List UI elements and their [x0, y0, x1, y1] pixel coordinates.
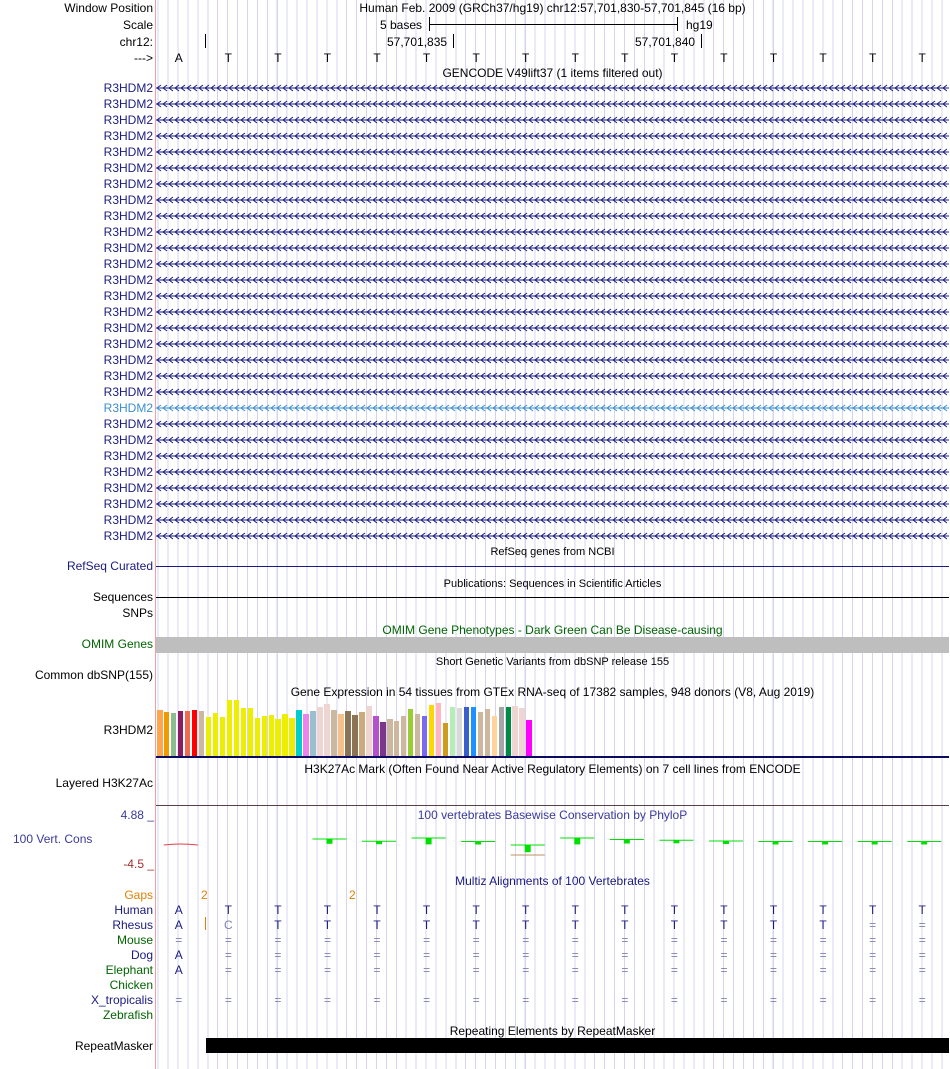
gene-label[interactable]: R3HDM2 [103, 353, 153, 367]
gene-label[interactable]: R3HDM2 [103, 337, 153, 351]
alignment-base: = [175, 933, 183, 947]
gtex-tissue-bar[interactable] [234, 700, 240, 756]
alignment-base: A [174, 918, 183, 932]
alignment-base: T [670, 918, 679, 932]
gene-label[interactable]: R3HDM2 [103, 225, 153, 239]
alignment-base: T [422, 918, 431, 932]
snps-label[interactable]: SNPs [122, 606, 153, 620]
gene-model[interactable] [156, 132, 949, 141]
alignment-base: = [274, 963, 282, 977]
alignment-base: = [571, 933, 579, 947]
alignment-base: T [323, 918, 332, 932]
gene-label[interactable]: R3HDM2 [103, 481, 153, 495]
gtex-tissue-bar[interactable] [185, 711, 191, 756]
gene-label[interactable]: R3HDM2 [103, 433, 153, 447]
gtex-tissue-bar[interactable] [164, 712, 170, 756]
gene-label[interactable]: R3HDM2 [103, 497, 153, 511]
gene-label[interactable]: R3HDM2 [103, 513, 153, 527]
gtex-tissue-bar[interactable] [387, 719, 393, 756]
ruler-pos-2: 57,701,840 [635, 35, 696, 49]
gtex-chart[interactable] [156, 690, 949, 756]
gtex-tissue-bar[interactable] [499, 707, 505, 756]
gencode-title: GENCODE V49lift37 (1 items filtered out) [442, 66, 663, 80]
base-letter: T [918, 51, 926, 65]
gtex-tissue-bar[interactable] [262, 716, 268, 756]
alignment-base: = [670, 948, 678, 962]
gtex-tissue-bar[interactable] [422, 716, 428, 756]
h3k27ac-label[interactable]: Layered H3K27Ac [55, 776, 153, 790]
alignment-base: T [472, 903, 480, 917]
gene-model[interactable] [156, 292, 949, 301]
gap-count: 2 [201, 888, 208, 902]
gtex-tissue-bar[interactable] [380, 722, 386, 756]
gtex-tissue-bar[interactable] [492, 716, 498, 756]
alignment-base: = [720, 933, 728, 947]
alignment-base: = [670, 933, 678, 947]
phylop-bar [773, 842, 779, 845]
gtex-tissue-bar[interactable] [317, 707, 323, 756]
base-letter: T [323, 51, 332, 65]
alignment-base: = [869, 963, 877, 977]
gtex-tissue-bar[interactable] [471, 707, 477, 756]
gtex-tissue-bar[interactable] [171, 713, 177, 756]
alignment-base: A [174, 903, 183, 917]
gtex-tissue-bar[interactable] [519, 708, 525, 756]
alignment-base: = [670, 963, 678, 977]
rhesus-insertion-mark [205, 917, 206, 930]
phylop-bar [921, 842, 927, 845]
alignment-base: = [869, 918, 877, 932]
gene-model[interactable] [156, 212, 949, 221]
omim-bar[interactable] [156, 637, 949, 653]
alignment-base: = [770, 933, 778, 947]
base-letter: T [274, 51, 282, 65]
phylop-bar [326, 839, 332, 844]
base-letter: T [868, 51, 877, 65]
gene-label[interactable]: R3HDM2 [103, 113, 153, 127]
gtex-tissue-bar[interactable] [227, 700, 233, 756]
alignment-base: = [522, 933, 530, 947]
alignment-base: = [373, 933, 381, 947]
alignment-base: = [670, 993, 678, 1007]
species-label[interactable]: X_tropicalis [90, 993, 153, 1007]
gtex-tissue-bar[interactable] [415, 714, 421, 756]
alignment-base: = [274, 948, 282, 962]
gene-model[interactable] [156, 340, 949, 349]
alignment-base: = [918, 933, 926, 947]
gene-model[interactable] [156, 84, 949, 93]
phylop-bar [426, 838, 432, 844]
alignment-base: = [869, 948, 877, 962]
gene-model[interactable] [156, 404, 949, 413]
alignment-base: A [174, 948, 183, 962]
gene-label[interactable]: R3HDM2 [103, 193, 153, 207]
alignment-base: = [224, 993, 232, 1007]
alignment-base: T [621, 918, 629, 932]
alignment-base: = [472, 993, 480, 1007]
phylop-bar [673, 840, 679, 843]
gtex-tissue-bar[interactable] [506, 707, 512, 756]
gene-model[interactable] [156, 180, 949, 189]
gtex-tissue-bar[interactable] [248, 708, 254, 756]
alignment-base: = [571, 963, 579, 977]
scale-text: 5 bases [380, 18, 423, 32]
gene-model[interactable] [156, 164, 949, 173]
alignment-base: = [720, 948, 728, 962]
alignment-base: T [571, 918, 579, 932]
alignment-base: = [770, 963, 778, 977]
alignment-base: = [819, 933, 827, 947]
alignment-base: T [373, 903, 381, 917]
gene-model[interactable] [156, 244, 949, 253]
alignment-base: = [621, 963, 629, 977]
alignment-base: = [423, 963, 431, 977]
assembly-label: hg19 [686, 18, 713, 32]
gene-label[interactable]: R3HDM2 [103, 289, 153, 303]
base-letter: T [522, 51, 530, 65]
alignment-base: = [373, 948, 381, 962]
alignment-base: = [819, 993, 827, 1007]
dbsnp-title: Short Genetic Variants from dbSNP release 155 [435, 656, 670, 668]
gtex-tissue-bar[interactable] [269, 715, 275, 756]
gene-model[interactable] [156, 324, 949, 333]
multiz-title: Multiz Alignments of 100 Vertebrates [455, 874, 650, 888]
phylop-title: 100 vertebrates Basewise Conservation by PhyloP [417, 808, 688, 822]
phylop-min: -4.5 _ [123, 857, 154, 871]
phylop-bar [525, 845, 531, 852]
alignment-base: T [819, 918, 827, 932]
window-position-label: Window Position [64, 1, 153, 15]
alignment-base: = [274, 933, 282, 947]
gene-model[interactable] [156, 260, 949, 269]
gene-label[interactable]: R3HDM2 [103, 241, 153, 255]
gtex-tissue-bar[interactable] [296, 710, 302, 756]
alignment-base: = [323, 963, 331, 977]
gene-model[interactable] [156, 100, 949, 109]
gene-model[interactable] [156, 532, 949, 541]
gene-model[interactable] [156, 500, 949, 509]
gtex-label[interactable]: R3HDM2 [103, 723, 153, 737]
gtex-tissue-bar[interactable] [157, 710, 163, 756]
gene-model[interactable] [156, 388, 949, 397]
alignment-base: = [819, 963, 827, 977]
gene-model[interactable] [156, 116, 949, 125]
gtex-title: Gene Expression in 54 tissues from GTEx RNA-seq of 17382 samples, 948 donors (V8, Aug 2019) [290, 685, 815, 699]
gtex-baseline [156, 756, 949, 758]
base-letter: T [472, 51, 480, 65]
phylop-bar [723, 841, 729, 844]
alignment-base: T [918, 903, 926, 917]
alignment-base: = [522, 993, 530, 1007]
gtex-tissue-bar[interactable] [213, 713, 219, 756]
alignment-base: T [472, 918, 480, 932]
position-title: Human Feb. 2009 (GRCh37/hg19) chr12:57,701,830-57,701,845 (16 bp) [359, 1, 746, 15]
alignment-base: = [571, 993, 579, 1007]
gtex-tissue-bar[interactable] [352, 715, 358, 756]
gtex-tissue-bar[interactable] [457, 708, 463, 756]
alignment-base: T [323, 903, 332, 917]
gene-label[interactable]: R3HDM2 [103, 161, 153, 175]
publications-label[interactable]: Sequences [92, 590, 153, 604]
refseq-line[interactable] [156, 566, 949, 567]
alignment-base: T [720, 918, 728, 932]
gtex-tissue-bar[interactable] [324, 704, 330, 756]
gtex-tissue-bar[interactable] [359, 712, 365, 756]
gtex-tissue-bar[interactable] [485, 709, 491, 756]
alignment-base: = [472, 963, 480, 977]
refseq-label[interactable]: RefSeq Curated [66, 559, 153, 573]
alignment-base: T [224, 903, 233, 917]
gtex-tissue-bar[interactable] [241, 708, 247, 756]
alignment-base: = [522, 948, 530, 962]
alignment-base: = [918, 963, 926, 977]
alignment-base: = [224, 963, 232, 977]
gene-model[interactable] [156, 420, 949, 429]
alignment-base: T [670, 903, 679, 917]
ruler-tick [701, 34, 702, 48]
alignment-base: = [423, 993, 431, 1007]
phylop-max: 4.88 _ [120, 808, 154, 822]
alignment-base: = [720, 993, 728, 1007]
gene-model[interactable] [156, 356, 949, 365]
gtex-tissue-bar[interactable] [373, 716, 379, 756]
gtex-tissue-bar[interactable] [282, 714, 288, 756]
species-label[interactable]: Mouse [116, 933, 153, 947]
gtex-tissue-bar[interactable] [443, 723, 449, 756]
h3k27ac-line [156, 805, 949, 806]
ruler-pos-1: 57,701,835 [387, 35, 448, 49]
gene-model[interactable] [156, 196, 949, 205]
gene-model[interactable] [156, 516, 949, 525]
alignment-base: = [869, 933, 877, 947]
alignment-base: = [621, 933, 629, 947]
gene-label[interactable]: R3HDM2 [103, 177, 153, 191]
gtex-tissue-bar[interactable] [366, 706, 372, 756]
alignment-base: = [224, 948, 232, 962]
base-letter: T [373, 51, 381, 65]
alignment-base: = [472, 948, 480, 962]
alignment-base: = [274, 993, 282, 1007]
alignment-base: T [373, 918, 381, 932]
base-letter: T [720, 51, 728, 65]
gtex-tissue-bar[interactable] [464, 707, 470, 756]
gene-label[interactable]: R3HDM2 [103, 305, 153, 319]
alignment-base: = [373, 963, 381, 977]
alignment-base: = [323, 948, 331, 962]
h3k27ac-title: H3K27Ac Mark (Often Found Near Active Regulatory Elements) on 7 cell lines from ENCODE [304, 762, 801, 776]
gtex-tissue-bar[interactable] [512, 706, 518, 756]
refseq-title: RefSeq genes from NCBI [490, 546, 615, 558]
ruler-tick [453, 34, 454, 48]
alignment-base: = [423, 933, 431, 947]
gtex-tissue-bar[interactable] [394, 721, 400, 756]
alignment-base: T [274, 918, 282, 932]
gene-model[interactable] [156, 468, 949, 477]
gene-label[interactable]: R3HDM2 [103, 145, 153, 159]
gtex-tissue-bar[interactable] [401, 716, 407, 756]
gtex-tissue-bar[interactable] [178, 711, 184, 756]
gene-label[interactable]: R3HDM2 [103, 81, 153, 95]
gene-model[interactable] [156, 436, 949, 445]
alignment-base: = [621, 948, 629, 962]
gene-model[interactable] [156, 452, 949, 461]
gene-model[interactable] [156, 308, 949, 317]
gene-label[interactable]: R3HDM2 [103, 129, 153, 143]
scale-bar [429, 24, 677, 25]
phylop-bar [376, 841, 382, 844]
gtex-tissue-bar[interactable] [408, 709, 414, 756]
alignment-base: = [571, 948, 579, 962]
gene-label[interactable]: R3HDM2 [103, 465, 153, 479]
species-label[interactable]: Rhesus [112, 918, 153, 932]
repeatmasker-label[interactable]: RepeatMasker [74, 1039, 153, 1053]
alignment-base: = [720, 963, 728, 977]
species-label[interactable]: Chicken [109, 978, 153, 992]
gtex-tissue-bar[interactable] [310, 711, 316, 756]
alignment-base: T [720, 903, 728, 917]
alignment-base: = [869, 993, 877, 1007]
alignment-base: T [274, 903, 282, 917]
phylop-label[interactable]: 100 Vert. Cons [13, 832, 93, 846]
alignment-base: = [323, 993, 331, 1007]
repeatmasker-title: Repeating Elements by RepeatMasker [449, 1024, 656, 1038]
alignment-base: T [819, 903, 827, 917]
alignment-base: = [373, 993, 381, 1007]
gene-model[interactable] [156, 484, 949, 493]
gene-label[interactable]: R3HDM2 [103, 321, 153, 335]
omim-title: OMIM Gene Phenotypes - Dark Green Can Be Disease-causing [382, 623, 723, 637]
alignment-base: = [918, 918, 926, 932]
species-label[interactable]: Dog [130, 948, 153, 962]
base-letter: A [174, 51, 183, 65]
gtex-tissue-bar[interactable] [429, 705, 435, 756]
chrom-label: chr12: [119, 35, 153, 49]
alignment-base: = [770, 993, 778, 1007]
gtex-tissue-bar[interactable] [289, 718, 295, 756]
species-label[interactable]: Human [114, 903, 153, 917]
alignment-base: A [174, 963, 183, 977]
gene-label[interactable]: R3HDM2 [103, 449, 153, 463]
gene-model[interactable] [156, 228, 949, 237]
phylop-bar [872, 842, 878, 845]
base-letter: T [621, 51, 629, 65]
alignment-base: = [472, 933, 480, 947]
gaps-label[interactable]: Gaps [124, 888, 153, 902]
alignment-base: = [224, 933, 232, 947]
alignment-base: T [522, 903, 530, 917]
alignment-base: = [770, 948, 778, 962]
gene-label[interactable]: R3HDM2 [103, 209, 153, 223]
alignment-base: = [819, 948, 827, 962]
gtex-tissue-bar[interactable] [436, 703, 442, 756]
gtex-tissue-bar[interactable] [450, 707, 456, 756]
gtex-tissue-bar[interactable] [255, 718, 261, 756]
alignment-base: T [571, 903, 579, 917]
base-letter: T [670, 51, 679, 65]
publications-title: Publications: Sequences in Scientific Articles [443, 578, 662, 590]
base-letter: T [224, 51, 233, 65]
gene-model[interactable] [156, 372, 949, 381]
alignment-base: = [621, 993, 629, 1007]
alignment-base: = [423, 948, 431, 962]
scale-label: Scale [122, 18, 153, 32]
gtex-tissue-bar[interactable] [220, 717, 226, 756]
base-letter: T [422, 51, 431, 65]
gtex-tissue-bar[interactable] [199, 711, 205, 756]
phylop-bar [574, 838, 580, 844]
base-letter: T [571, 51, 579, 65]
phylop-bar [822, 842, 828, 845]
phylop-bar [624, 840, 630, 844]
omim-label[interactable]: OMIM Genes [81, 637, 153, 651]
gtex-tissue-bar[interactable] [478, 712, 484, 756]
alignment-base: = [918, 993, 926, 1007]
gene-model[interactable] [156, 276, 949, 285]
gene-label[interactable]: R3HDM2 [103, 273, 153, 287]
gene-label[interactable]: R3HDM2 [103, 529, 153, 543]
gene-label[interactable]: R3HDM2 [103, 97, 153, 111]
gene-label[interactable]: R3HDM2 [103, 257, 153, 271]
gene-label[interactable]: R3HDM2 [103, 385, 153, 399]
alignment-base: C [224, 918, 233, 932]
alignment-base: = [323, 933, 331, 947]
alignment-base: = [918, 948, 926, 962]
phylop-bar [164, 844, 198, 845]
alignment-base: T [769, 918, 778, 932]
alignment-base: = [522, 963, 530, 977]
alignment-base: T [621, 903, 629, 917]
alignment-base: T [769, 903, 778, 917]
strand-label: ---> [134, 51, 153, 65]
gene-model[interactable] [156, 148, 949, 157]
repeat-element-bar[interactable] [206, 1038, 949, 1053]
phylop-bar [475, 842, 481, 845]
scale-tick [429, 17, 430, 31]
gene-label[interactable]: R3HDM2 [103, 417, 153, 431]
gene-label[interactable]: R3HDM2 [103, 369, 153, 383]
base-letter: T [819, 51, 827, 65]
gtex-tissue-bar[interactable] [331, 710, 337, 756]
ruler-tick [205, 34, 206, 48]
gtex-tissue-bar[interactable] [345, 711, 351, 756]
gtex-tissue-bar[interactable] [275, 719, 281, 756]
scale-tick [677, 17, 678, 31]
dbsnp-label[interactable]: Common dbSNP(155) [34, 668, 153, 682]
alignment-base: T [422, 903, 431, 917]
gtex-tissue-bar[interactable] [206, 717, 212, 756]
alignment-base: T [522, 918, 530, 932]
gene-label[interactable]: R3HDM2 [103, 401, 153, 415]
gtex-tissue-bar[interactable] [303, 714, 309, 756]
publications-line[interactable] [156, 597, 949, 598]
gtex-tissue-bar[interactable] [526, 720, 532, 756]
phylop-plot[interactable] [156, 820, 949, 865]
gap-count: 2 [349, 888, 356, 902]
base-letter: T [769, 51, 778, 65]
alignment-base: = [175, 993, 183, 1007]
species-label[interactable]: Elephant [105, 963, 153, 977]
gtex-tissue-bar[interactable] [338, 714, 344, 756]
species-label[interactable]: Zebrafish [102, 1008, 153, 1022]
alignment-base: T [868, 903, 877, 917]
gtex-tissue-bar[interactable] [192, 710, 198, 756]
